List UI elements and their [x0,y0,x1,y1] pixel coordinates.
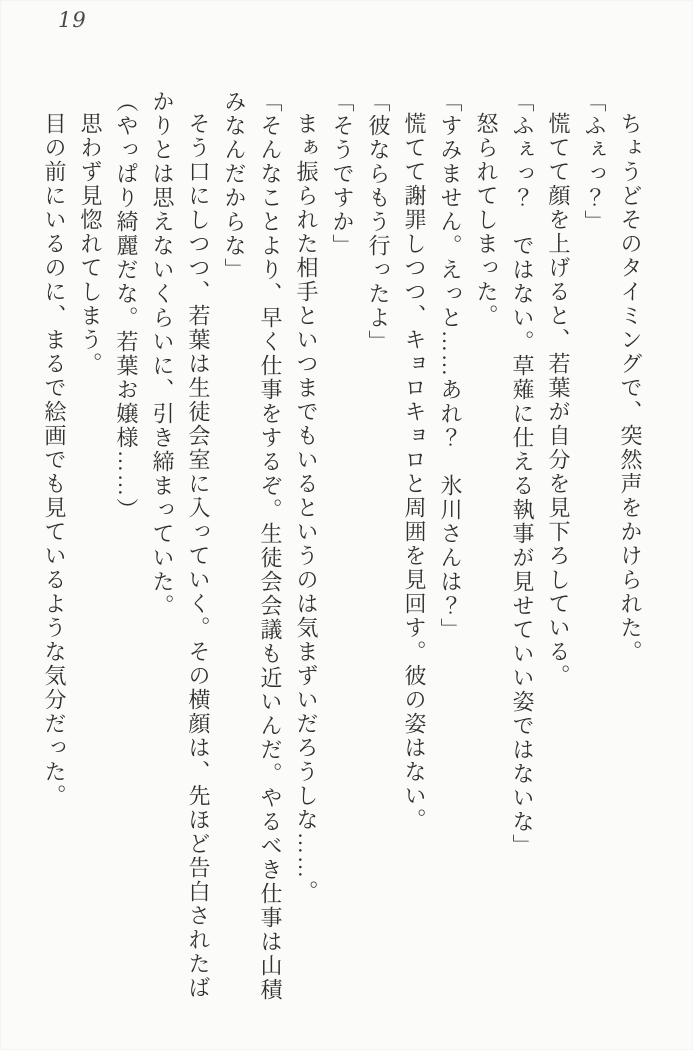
paragraph: 「ふぇっ？ ではない。草薙に仕える執事が見せていい姿ではないな」 [510,90,535,858]
paragraph: ちょうどそのタイミングで、突然声をかけられた。 [618,112,643,664]
paragraph: 「すみません。えっと……あれ？ 氷川さんは？」 [438,90,463,642]
paragraph: そう口にしつつ、若葉は生徒会室に入っていく。その横顔は、先ほど告白されたばかりとは思えないくらいに、引き締まっていた。 [150,90,211,1000]
text-body [36,90,648,1002]
paragraph: 思わず見惚れてしまう。 [78,112,103,376]
paragraph: （やっぱり綺麗だな。若葉お嬢様……） [114,90,139,522]
paragraph: 「そうですか」 [330,90,355,258]
paragraph: 慌てて顔を上げると、若葉が自分を見下ろしている。 [546,112,571,688]
paragraph: 怒られてしまった。 [474,112,499,328]
paragraph: 慌てて謝罪しつつ、キョロキョロと周囲を見回す。彼の姿はない。 [402,112,427,832]
paragraph: 「彼ならもう行ったよ」 [366,90,391,354]
paragraph: 目の前にいるのに、まるで絵画でも見ているような気分だった。 [42,112,67,808]
paragraph: 「ふぇっ？」 [582,90,607,234]
page-number: 19 [58,8,87,32]
paragraph: 「そんなことより、早く仕事をするぞ。生徒会会議も近いんだ。やるべき仕事は山積みなんだからな」 [222,90,283,1002]
paragraph: まぁ振られた相手といつまでもいるというのは気まずいだろうしな……。 [294,112,319,904]
